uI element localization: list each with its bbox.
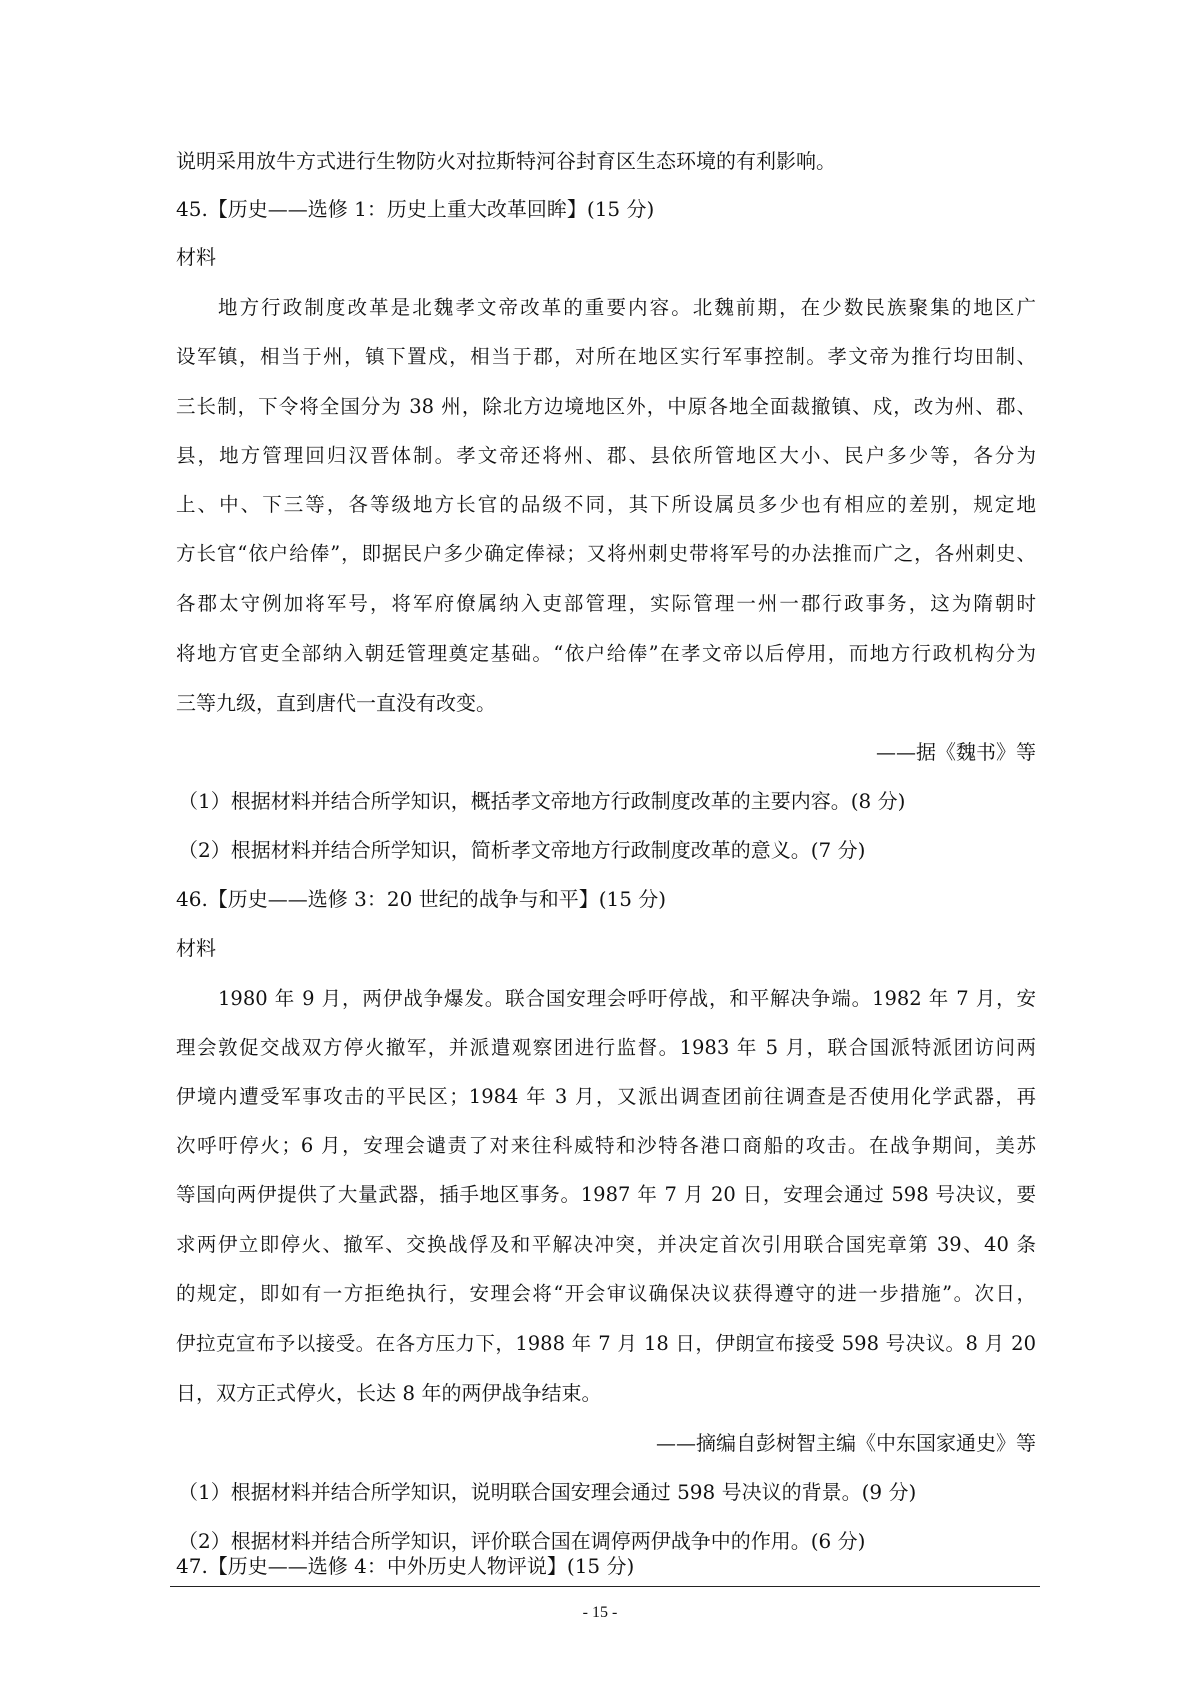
q46-material-line: 次呼吁停火；6 月，安理会谴责了对来往科威特和沙特各港口商船的攻击。在战争期间，美苏 <box>176 1134 1036 1157</box>
q46-material-line: 伊拉克宣布予以接受。在各方压力下，1988 年 7 月 18 日，伊朗宣布接受 598 号决议。8 月 20 <box>176 1332 1036 1355</box>
q46-source: ——摘编自彭树智主编《中东国家通史》等 <box>656 1431 1036 1455</box>
q46-material-label: 材料 <box>176 936 216 960</box>
q46-material-line: 1980 年 9 月，两伊战争爆发。联合国安理会呼吁停战，和平解决争端。1982 年 7 月，安 <box>218 987 1036 1010</box>
q47-heading: 47.【历史——选修 4：中外历史人物评说】(15 分) <box>176 1554 635 1578</box>
q46-material-line: 理会敦促交战双方停火撤军，并派遣观察团进行监督。1983 年 5 月，联合国派特派团访问两 <box>176 1036 1036 1059</box>
q45-material-line: 三等九级，直到唐代一直没有改变。 <box>176 691 496 715</box>
q46-material-line: 求两伊立即停火、撤军、交换战俘及和平解决冲突，并决定首次引用联合国宪章第 39、40 条 <box>176 1233 1036 1256</box>
previous-question-tail: 说明采用放牛方式进行生物防火对拉斯特河谷封育区生态环境的有利影响。 <box>176 149 836 173</box>
page-number: - 15 - <box>582 1604 618 1621</box>
q46-material-line: 等国向两伊提供了大量武器，插手地区事务。1987 年 7 月 20 日，安理会通过 598 号决议，要 <box>176 1183 1036 1206</box>
q46-material-line: 伊境内遭受军事攻击的平民区；1984 年 3 月，又派出调查团前往调查是否使用化学武器，再 <box>176 1085 1036 1108</box>
q45-subquestion-1: （1）根据材料并结合所学知识，概括孝文帝地方行政制度改革的主要内容。(8 分) <box>178 789 906 813</box>
q45-material-line: 将地方官吏全部纳入朝廷管理奠定基础。“依户给俸”在孝文帝以后停用，而地方行政机构分为 <box>176 642 1036 665</box>
footer-divider <box>170 1586 1040 1587</box>
q45-material-label: 材料 <box>176 245 216 269</box>
q45-material-line: 设军镇，相当于州，镇下置戍，相当于郡，对所在地区实行军事控制。孝文帝为推行均田制、 <box>176 345 1036 368</box>
q45-material-line: 各郡太守例加将军号，将军府僚属纳入吏部管理，实际管理一州一郡行政事务，这为隋朝时 <box>176 592 1036 615</box>
q45-heading: 45.【历史——选修 1：历史上重大改革回眸】(15 分) <box>176 197 655 221</box>
q46-heading: 46.【历史——选修 3：20 世纪的战争与和平】(15 分) <box>176 887 667 911</box>
q45-material-line: 上、中、下三等，各等级地方长官的品级不同，其下所设属员多少也有相应的差别，规定地 <box>176 493 1036 516</box>
q45-material-line: 三长制，下令将全国分为 38 州，除北方边境地区外，中原各地全面裁撤镇、戍，改为州、郡、 <box>176 395 1036 418</box>
q46-material-line: 日，双方正式停火，长达 8 年的两伊战争结束。 <box>176 1381 602 1405</box>
q45-material-line: 县，地方管理回归汉晋体制。孝文帝还将州、郡、县依所管地区大小、民户多少等，各分为 <box>176 444 1036 467</box>
q46-subquestion-1: （1）根据材料并结合所学知识，说明联合国安理会通过 598 号决议的背景。(9 分) <box>178 1480 917 1504</box>
q45-subquestion-2: （2）根据材料并结合所学知识，简析孝文帝地方行政制度改革的意义。(7 分) <box>178 838 866 862</box>
q45-material-line: 地方行政制度改革是北魏孝文帝改革的重要内容。北魏前期，在少数民族聚集的地区广 <box>218 296 1036 319</box>
q46-material-line: 的规定，即如有一方拒绝执行，安理会将“开会审议确保决议获得遵守的进一步措施”。次日， <box>176 1282 1036 1305</box>
q45-material-line: 方长官“依户给俸”，即据民户多少确定俸禄；又将州刺史带将军号的办法推而广之，各州刺史、 <box>176 542 1036 565</box>
q45-source: ——据《魏书》等 <box>876 740 1036 764</box>
q46-subquestion-2: （2）根据材料并结合所学知识，评价联合国在调停两伊战争中的作用。(6 分) <box>178 1529 866 1553</box>
